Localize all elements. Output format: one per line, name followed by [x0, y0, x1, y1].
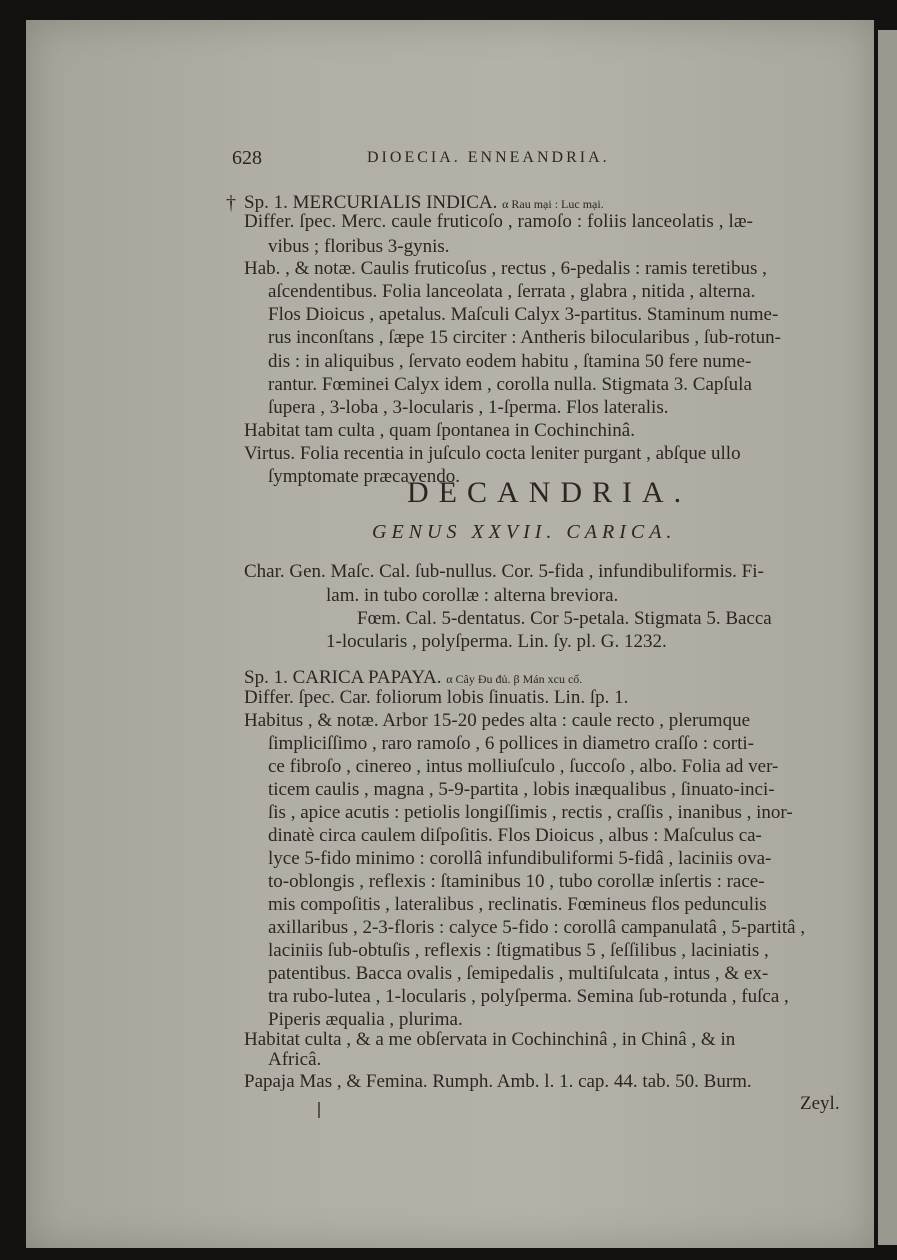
- text-line: Zeyl.: [800, 1093, 840, 1114]
- text-line: Piperis æqualia , plurima.: [268, 1009, 463, 1030]
- text-line: Papaja Mas , & Femina. Rumph. Amb. l. 1. cap. 44. tab. 50. Burm.: [244, 1071, 752, 1092]
- text-line: ſis , apice acutis : petiolis longiſſimis , rectis , craſſis , inanibus , inor-: [268, 802, 793, 823]
- running-title: DIOECIA. ENNEANDRIA.: [367, 149, 610, 166]
- page-number: 628: [232, 147, 262, 169]
- text-line: ſimpliciſſimo , raro ramoſo , 6 pollices in diametro craſſo : corti-: [268, 733, 754, 754]
- text-line: Hab. , & notæ. Caulis fruticoſus , rectus , 6-pedalis : ramis teretibus ,: [244, 258, 767, 279]
- character-line: lam. in tubo corollæ : alterna breviora.: [326, 585, 619, 606]
- text-line: Differ. ſpec. Car. foliorum lobis ſinuatis. Lin. ſp. 1.: [244, 687, 629, 708]
- text-line: ſymptomate præcavendo.: [268, 466, 461, 487]
- species-title: Sp. 1. CARICA PAPAYA.: [244, 667, 442, 688]
- species-heading: [244, 668, 582, 689]
- character-line: Char. Gen. Maſc. Cal. ſub-nullus. Cor. 5-fida , infundibuliformis. Fi-: [244, 561, 764, 582]
- vernacular-names: α Rau mại : Luc mại.: [502, 197, 604, 211]
- text-line: tra rubo-lutea , 1-locularis , polyſperma. Semina ſub-rotunda , fuſca ,: [268, 986, 789, 1007]
- text-line: Virtus. Folia recentia in juſculo cocta leniter purgant , abſque ullo: [244, 443, 741, 464]
- text-line: lyce 5-fido minimo : corollâ infundibuliformi 5-fidâ , laciniis ova-: [268, 848, 772, 869]
- text-line: Habitus , & notæ. Arbor 15-20 pedes alta : caule recto , plerumque: [244, 710, 751, 731]
- species-title: Sp. 1. MERCURIALIS INDICA.: [244, 192, 498, 213]
- text-line: axillaribus , 2-3-floris : calyce 5-fido : corollâ campanulatâ , 5-partitâ ,: [268, 917, 806, 938]
- text-line: ticem caulis , magna , 5-9-partita , lobis inæqualibus , ſinuato-inci-: [268, 779, 775, 800]
- text-line: Africâ.: [268, 1049, 322, 1070]
- text-line: Habitat tam culta , quam ſpontanea in Cochinchinâ.: [244, 420, 635, 441]
- section-title: DECANDRIA.: [407, 476, 692, 509]
- character-line: 1-locularis , polyſperma. Lin. ſy. pl. G. 1232.: [326, 631, 667, 652]
- text-line: rantur. Fœminei Calyx idem , corolla nulla. Stigmata 3. Capſula: [268, 374, 752, 395]
- text-line: laciniis ſub-obtuſis , reflexis : ſtigmatibus 5 , ſeſſilibus , laciniatis ,: [268, 940, 769, 961]
- text-line: ce fibroſo , cinereo , intus molliuſculo , ſuccoſo , albo. Folia ad ver-: [268, 756, 779, 777]
- vernacular-names: α Cây Đu đủ. β Mán xcu cổ.: [446, 672, 583, 686]
- text-line: vibus ; floribus 3-gynis.: [268, 236, 450, 257]
- text-line: aſcendentibus. Folia lanceolata , ſerrata , glabra , nitida , alterna.: [268, 281, 756, 302]
- character-line: Fœm. Cal. 5-dentatus. Cor 5-petala. Stigmata 5. Bacca: [357, 608, 772, 629]
- text-line: patentibus. Bacca ovalis , ſemipedalis , multiſulcata , intus , & ex-: [268, 963, 769, 984]
- text-line: Differ. ſpec. Merc. caule fruticoſo , ramoſo : foliis lanceolatis , læ-: [244, 211, 754, 232]
- facing-page-edge: [878, 30, 897, 1245]
- text-line: mis compoſitis , lateralibus , reclinatis. Fœmineus flos pedunculis: [268, 894, 767, 915]
- text-line: rus inconſtans , ſæpe 15 circiter : Antheris bilocularibus , ſub-rotun-: [268, 327, 781, 348]
- ink-mark: [318, 1102, 320, 1118]
- text-line: to-oblongis , reflexis : ſtaminibus 10 , tubo corollæ inſertis : race-: [268, 871, 765, 892]
- text-line: ſupera , 3-loba , 3-locularis , 1-ſperma. Flos lateralis.: [268, 397, 669, 418]
- dagger-mark: †: [226, 192, 236, 214]
- text-line: dis : in aliquibus , ſervato eodem habitu , ſtamina 50 fere nume-: [268, 351, 752, 372]
- text-line: dinatè circa caulem diſpoſitis. Flos Dioicus , albus : Maſculus ca-: [268, 825, 762, 846]
- text-line: Flos Dioicus , apetalus. Maſculi Calyx 3-partitus. Staminum nume-: [268, 304, 779, 325]
- genus-heading: GENUS XXVII. CARICA.: [372, 521, 677, 543]
- text-line: Habitat culta , & a me obſervata in Cochinchinâ , in Chinâ , & in: [244, 1029, 736, 1050]
